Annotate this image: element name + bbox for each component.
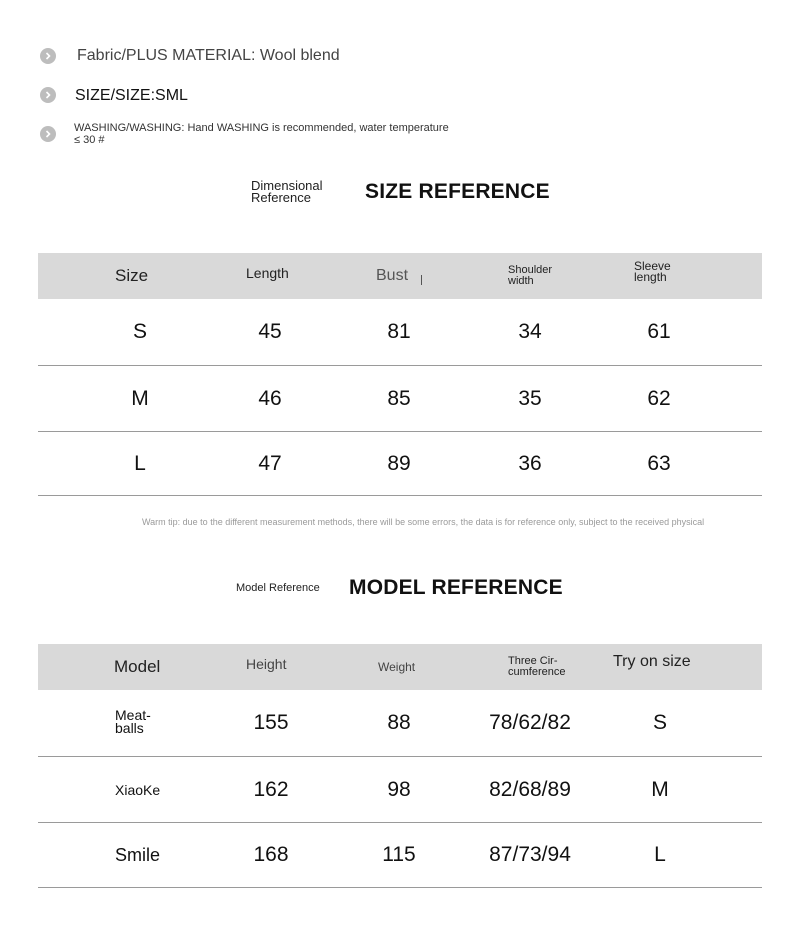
cell-try-on-size: S (652, 711, 667, 734)
cell-weight: 115 (382, 843, 416, 866)
model-reference-heading (236, 576, 563, 600)
chevron-right-circle-icon (40, 87, 56, 103)
header-length: Length (246, 265, 289, 281)
info-washing-text: WASHING/WASHING: Hand WASHING is recommended, water temperature (74, 122, 449, 134)
header-shoulder-width: Shoulder width (508, 264, 553, 287)
cell-bust: 81 (387, 320, 411, 343)
model-name-line1: XiaoKe (115, 781, 161, 798)
header-sleeve-length: Sleeve length (634, 259, 671, 284)
cell-circumference: 78/62/82 (489, 711, 571, 734)
size-reference-sublabel (251, 180, 365, 204)
cell-bust: 85 (387, 386, 411, 410)
cell-length: 47 (258, 451, 282, 475)
size-reference-heading (251, 180, 550, 204)
info-fabric (40, 48, 340, 65)
cell-circumference: 87/73/94 (489, 843, 571, 866)
header-bust: Bust (376, 253, 422, 299)
cell-shoulder: 36 (518, 451, 542, 475)
warm-tip: Warm tip: due to the different measurement methods, there will be some errors, the data is for reference only, subject to the received physical (142, 517, 705, 527)
cell-try-on-size: L (654, 843, 666, 866)
cell-size: M (131, 386, 149, 410)
table-row (38, 432, 762, 496)
cell-weight: 88 (387, 711, 411, 734)
cell-height: 168 (253, 843, 289, 866)
size-table-header (38, 253, 762, 299)
cell-sleeve: 62 (647, 386, 671, 410)
cell-height: 162 (253, 777, 289, 801)
info-size (40, 87, 188, 105)
cell-sleeve: 61 (647, 320, 671, 343)
model-table-header (38, 644, 762, 690)
cell-size: S (132, 320, 147, 343)
cell-circumference: 82/68/89 (489, 777, 571, 801)
sublabel-line2: Reference (251, 190, 311, 205)
cell-model (115, 757, 195, 822)
size-table (38, 253, 762, 496)
table-row (38, 690, 762, 757)
table-row (38, 366, 762, 432)
info-washing-text-block (74, 122, 449, 146)
cell-size: L (134, 451, 146, 475)
cell-length: 46 (258, 386, 282, 410)
header-try-on-size: Try on size (613, 653, 691, 670)
cell-try-on-size: M (651, 777, 669, 801)
header-three-circumference: Three Cir- cumference (508, 655, 566, 678)
cell-shoulder: 34 (518, 320, 542, 343)
chevron-right-circle-icon (40, 48, 56, 64)
header-model: Model (114, 657, 161, 676)
table-row (38, 299, 762, 366)
model-name-line1: Smile (115, 844, 161, 865)
cell-shoulder: 35 (518, 386, 542, 410)
model-reference-sublabel: Model Reference (236, 582, 320, 594)
cell-bust: 89 (387, 451, 411, 475)
model-reference-title: MODEL REFERENCE (349, 576, 563, 599)
header-height: Height (246, 656, 287, 672)
header-weight: Weight (378, 660, 416, 674)
chevron-right-circle-icon (40, 126, 56, 142)
info-size-text: SIZE/SIZE:SML (75, 87, 188, 104)
info-fabric-text: Fabric/PLUS MATERIAL: Wool blend (77, 47, 340, 64)
header-size: Size (115, 266, 149, 285)
model-name-line1: Meat- (115, 707, 151, 723)
table-row (38, 757, 762, 823)
cell-weight: 98 (387, 777, 411, 801)
info-washing-text-line2: ≤ 30 # (74, 134, 105, 146)
cell-sleeve: 63 (647, 451, 671, 475)
cell-model (115, 690, 195, 756)
table-row (38, 823, 762, 888)
cell-height: 155 (253, 711, 289, 734)
info-washing (40, 122, 449, 146)
cursor-mark (421, 275, 422, 285)
cell-length: 45 (258, 320, 282, 343)
model-name-line2: balls (115, 720, 144, 736)
model-table (38, 644, 762, 888)
sublabel-line1: Dimensional (251, 178, 323, 193)
cell-model (115, 823, 195, 887)
size-reference-title: SIZE REFERENCE (365, 180, 550, 203)
